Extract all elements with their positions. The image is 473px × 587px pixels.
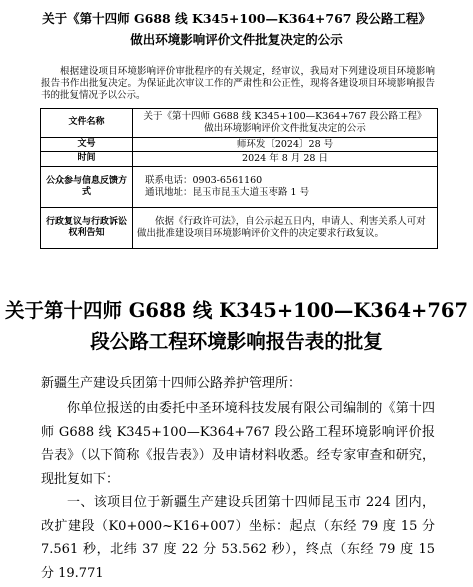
doc-number-label: 文号 <box>41 138 133 152</box>
rights-value <box>133 208 438 249</box>
document-title-line1: 关于第十四师 G688 线 K345+100—K364+767 <box>4 299 469 322</box>
contact-phone: 联系电话：0903-6561160 <box>145 175 263 186</box>
table-row <box>41 167 438 208</box>
feedback-value <box>133 167 438 208</box>
notice-title-line1: 关于《第十四师 G688 线 K345+100—K364+767 段公路工程》 <box>42 11 431 26</box>
document-paragraph-1: 你单位报送的由委托中圣环境科技发展有限公司编制的《第十四师 G688 线 K345+100—K364+767 段公路工程环境影响评价报告表》（以下简称《报告表》）及申请材料收悉。经专家审查和研究，现批复如下： <box>41 401 435 487</box>
table-row <box>41 152 438 167</box>
table-row <box>41 138 438 152</box>
doc-number-value: 师环发〔2024〕28 号 <box>133 138 438 152</box>
notice-title-line2: 做出环境影响评价文件批复决定的公示 <box>130 32 343 47</box>
feedback-label: 公众参与信息反馈方式 <box>41 167 133 208</box>
file-name-label: 文件名称 <box>41 109 133 138</box>
date-label: 时间 <box>41 152 133 167</box>
contact-address: 通讯地址：昆玉市昆玉大道玉枣路 1 号 <box>145 187 310 198</box>
document-addressee: 新疆生产建设兵团第十四师公路养护管理所： <box>41 376 302 391</box>
file-name-value-line1: 关于《第十四师 G688 线 K345+100—K364+767 段公路工程》 <box>143 111 427 122</box>
document-body <box>41 397 435 587</box>
rights-label: 行政复议与行政诉讼权利告知 <box>41 208 133 249</box>
table-row <box>41 109 438 138</box>
table-row <box>41 208 438 249</box>
date-value: 2024 年 8 月 28 日 <box>133 152 438 167</box>
notice-intro: 根据建设项目环境影响评价审批程序的有关规定，经审议，我局对下列建设项目环境影响报告书作出批复决定。为保证此次审议工作的严肃性和公正性，现将各建设项目环境影响报告书的批复情况予以公示。 <box>41 66 435 101</box>
file-name-value-line2: 做出环境影响评价文件批复决定的公示 <box>204 123 366 134</box>
notice-info-table <box>40 108 438 249</box>
rights-text: 依据《行政许可法》，自公示起五日内，申请人、利害关系人可对做出批准建设项目环境影响评价文件的决定要求行政复议。 <box>137 216 426 239</box>
document-title-line2: 段公路工程环境影响报告表的批复 <box>90 330 383 353</box>
document-paragraph-2: 一、该项目位于新疆生产建设兵团第十四师昆玉市 224 团内，改扩建段（K0+000~K16+007）坐标：起点（东经 79 度 15 分 7.561 秒，北纬 37 度 22 分 53.562 秒），终点（东经 79 度 15 分 19.771 <box>41 495 435 581</box>
file-name-value <box>133 109 438 138</box>
